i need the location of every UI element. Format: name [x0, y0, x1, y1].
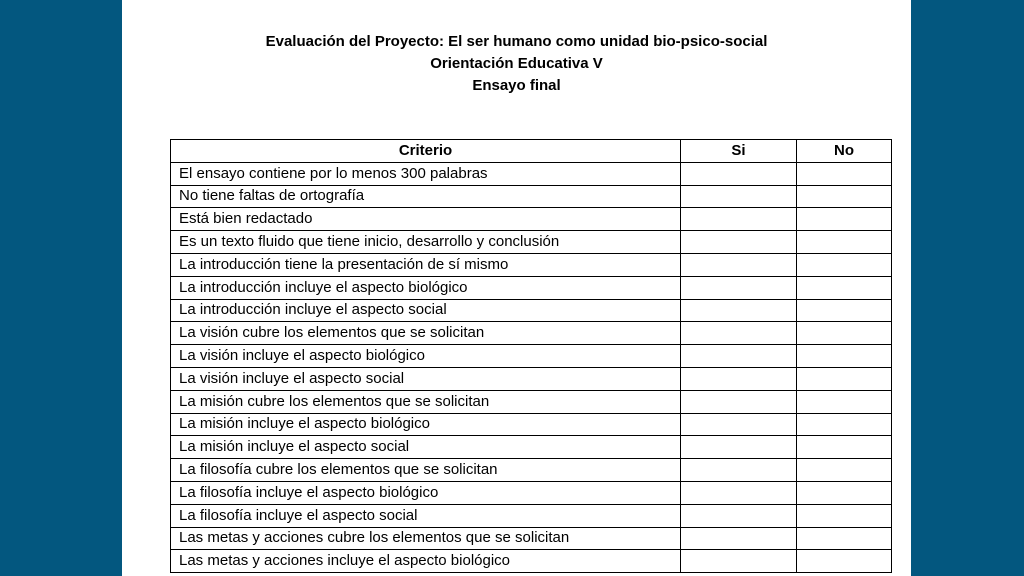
table-row — [171, 299, 892, 322]
table-row — [171, 436, 892, 459]
no-cell[interactable] — [797, 481, 892, 504]
no-cell[interactable] — [797, 367, 892, 390]
table-row — [171, 550, 892, 573]
table-row — [171, 253, 892, 276]
si-cell[interactable] — [681, 253, 797, 276]
document-header — [122, 31, 911, 97]
table-row — [171, 322, 892, 345]
table-row — [171, 345, 892, 368]
si-cell[interactable] — [681, 231, 797, 254]
si-cell[interactable] — [681, 162, 797, 185]
criterion-cell: El ensayo contiene por lo menos 300 palabras — [171, 162, 681, 185]
no-cell[interactable] — [797, 208, 892, 231]
criterion-cell: La misión cubre los elementos que se solicitan — [171, 390, 681, 413]
si-cell[interactable] — [681, 276, 797, 299]
criterion-cell: La introducción incluye el aspecto biológico — [171, 276, 681, 299]
si-cell[interactable] — [681, 481, 797, 504]
evaluation-table — [170, 139, 892, 573]
no-cell[interactable] — [797, 299, 892, 322]
table-row — [171, 185, 892, 208]
no-cell[interactable] — [797, 504, 892, 527]
criterion-cell: La visión cubre los elementos que se solicitan — [171, 322, 681, 345]
si-cell[interactable] — [681, 299, 797, 322]
no-cell[interactable] — [797, 322, 892, 345]
criterion-cell: La misión incluye el aspecto biológico — [171, 413, 681, 436]
table-row — [171, 504, 892, 527]
no-cell[interactable] — [797, 231, 892, 254]
si-cell[interactable] — [681, 390, 797, 413]
si-cell[interactable] — [681, 322, 797, 345]
criterion-cell: Las metas y acciones cubre los elementos que se solicitan — [171, 527, 681, 550]
table-row — [171, 208, 892, 231]
no-cell[interactable] — [797, 527, 892, 550]
table-row — [171, 276, 892, 299]
header-si: Si — [681, 140, 797, 163]
table-row — [171, 367, 892, 390]
no-cell[interactable] — [797, 550, 892, 573]
si-cell[interactable] — [681, 413, 797, 436]
criterion-cell: La filosofía cubre los elementos que se solicitan — [171, 459, 681, 482]
table-row — [171, 459, 892, 482]
si-cell[interactable] — [681, 345, 797, 368]
no-cell[interactable] — [797, 185, 892, 208]
header-no: No — [797, 140, 892, 163]
document-subject: Orientación Educativa V — [430, 55, 603, 72]
criterion-cell: Es un texto fluido que tiene inicio, desarrollo y conclusión — [171, 231, 681, 254]
criterion-cell: La filosofía incluye el aspecto social — [171, 504, 681, 527]
no-cell[interactable] — [797, 436, 892, 459]
criterion-cell: La visión incluye el aspecto social — [171, 367, 681, 390]
si-cell[interactable] — [681, 527, 797, 550]
no-cell[interactable] — [797, 413, 892, 436]
si-cell[interactable] — [681, 504, 797, 527]
si-cell[interactable] — [681, 208, 797, 231]
document-subtitle: Ensayo final — [472, 77, 561, 94]
table-row — [171, 231, 892, 254]
document-page — [122, 0, 911, 576]
no-cell[interactable] — [797, 390, 892, 413]
no-cell[interactable] — [797, 253, 892, 276]
table-row — [171, 162, 892, 185]
criterion-cell: La misión incluye el aspecto social — [171, 436, 681, 459]
table-row — [171, 481, 892, 504]
criterion-cell: La visión incluye el aspecto biológico — [171, 345, 681, 368]
document-title: Evaluación del Proyecto: El ser humano como unidad bio-psico-social — [265, 33, 768, 50]
criterion-cell: La introducción tiene la presentación de sí mismo — [171, 253, 681, 276]
no-cell[interactable] — [797, 459, 892, 482]
no-cell[interactable] — [797, 345, 892, 368]
no-cell[interactable] — [797, 276, 892, 299]
si-cell[interactable] — [681, 367, 797, 390]
criterion-cell: La filosofía incluye el aspecto biológico — [171, 481, 681, 504]
si-cell[interactable] — [681, 550, 797, 573]
criterion-cell: Está bien redactado — [171, 208, 681, 231]
criterion-cell: Las metas y acciones incluye el aspecto biológico — [171, 550, 681, 573]
table-row — [171, 390, 892, 413]
si-cell[interactable] — [681, 185, 797, 208]
header-criterio: Criterio — [171, 140, 681, 163]
criterion-cell: No tiene faltas de ortografía — [171, 185, 681, 208]
table-header-row — [171, 140, 892, 163]
si-cell[interactable] — [681, 436, 797, 459]
criterion-cell: La introducción incluye el aspecto social — [171, 299, 681, 322]
table-body — [171, 162, 892, 572]
no-cell[interactable] — [797, 162, 892, 185]
si-cell[interactable] — [681, 459, 797, 482]
table-row — [171, 413, 892, 436]
table-row — [171, 527, 892, 550]
